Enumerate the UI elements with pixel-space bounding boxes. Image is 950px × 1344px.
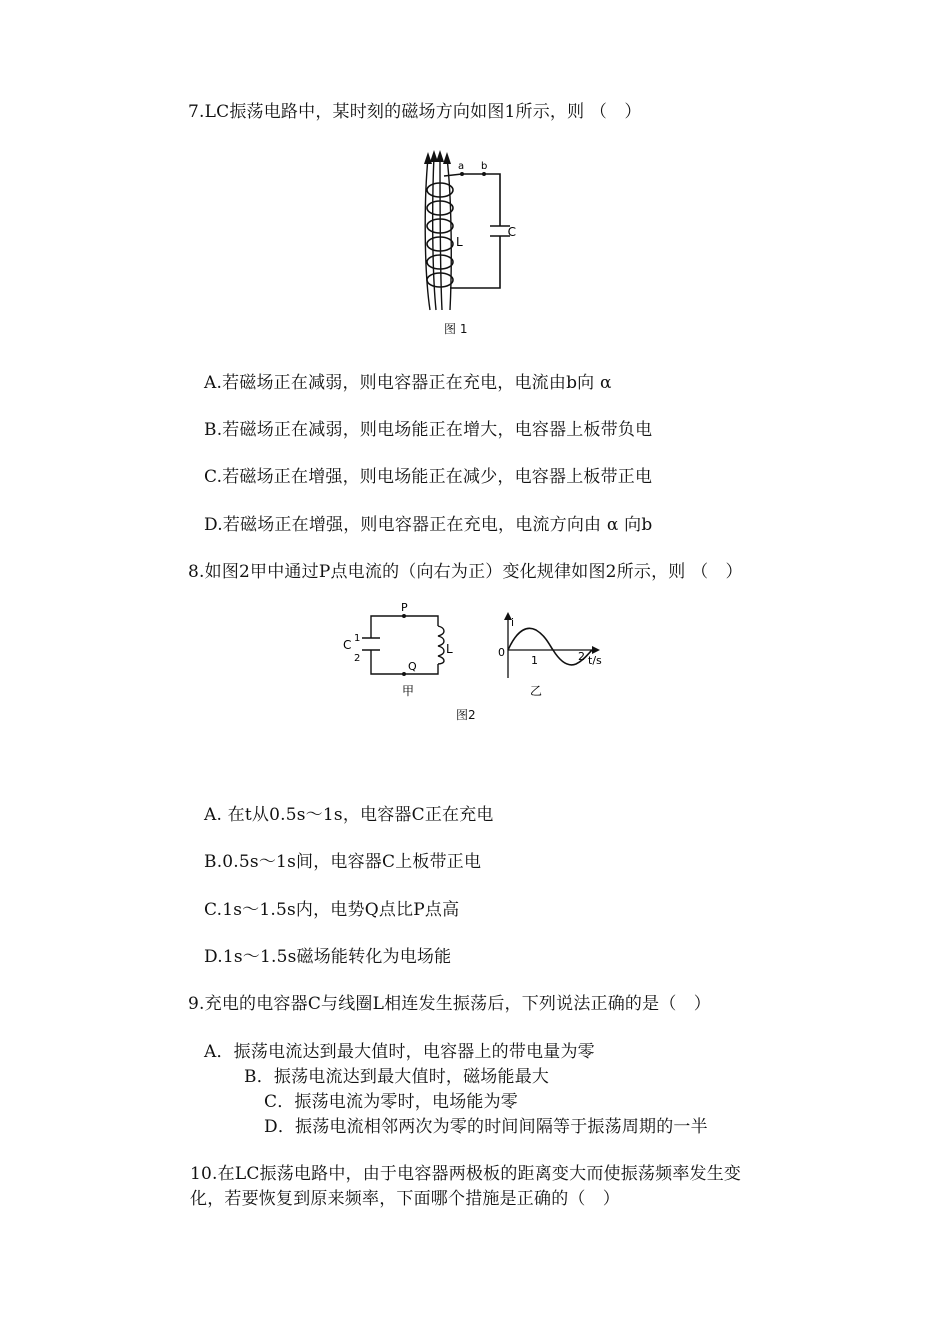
q7-stem: 7.LC振荡电路中，某时刻的磁场方向如图1所示，则 （ ） (188, 102, 642, 122)
tick-1: 1 (531, 654, 538, 667)
q7-option-d: D.若磁场正在增强，则电容器正在充电，电流方向由 α 向b (204, 515, 653, 535)
q7-option-a: A.若磁场正在减弱，则电容器正在充电，电流由b向 α (204, 373, 612, 393)
q8-option-c: C.1s～1.5s内，电势Q点比P点高 (204, 900, 460, 920)
q7-option-c: C.若磁场正在增强，则电场能正在减少，电容器上板带正电 (204, 467, 653, 487)
label-L: L (456, 235, 463, 249)
circuit-label-C: C (343, 638, 352, 652)
figure-2-caption: 图2 (456, 708, 476, 722)
label-P: P (401, 601, 408, 614)
q8-option-a: A. 在t从0.5s～1s，电容器C正在充电 (204, 805, 494, 825)
axis-t: t/s (588, 654, 602, 667)
figure-2-graph (508, 616, 596, 678)
q8-option-b: B.0.5s～1s间，电容器C上板带正电 (204, 852, 482, 872)
axis-i: i (511, 616, 515, 629)
graph-caption: 乙 (530, 684, 543, 698)
figure-1-caption: 图 1 (444, 322, 468, 336)
q9-option-b: B．振荡电流达到最大值时，磁场能最大 (244, 1067, 550, 1087)
q9-option-d: D．振荡电流相邻两次为零的时间间隔等于振荡周期的一半 (264, 1117, 708, 1137)
label-a: a (458, 161, 465, 172)
plate-2: 2 (354, 653, 361, 664)
q8-stem: 8.如图2甲中通过P点电流的（向右为正）变化规律如图2所示，则 （ ） (188, 562, 743, 582)
q8-option-d: D.1s～1.5s磁场能转化为电场能 (204, 947, 452, 967)
q7-option-b: B.若磁场正在减弱，则电场能正在增大，电容器上板带负电 (204, 420, 653, 440)
circuit-caption: 甲 (402, 684, 415, 698)
label-Q: Q (408, 660, 417, 673)
q9-option-a: A．振荡电流达到最大值时，电容器上的带电量为零 (204, 1042, 595, 1062)
label-C: C (507, 225, 516, 239)
figure-2 (338, 598, 628, 708)
figure-1-coil-circuit (410, 150, 520, 340)
plate-1: 1 (354, 633, 361, 644)
q10-stem-line2: 化，若要恢复到原来频率，下面哪个措施是正确的（ ） (190, 1189, 620, 1209)
q10-stem-line1: 10.在LC振荡电路中，由于电容器两极板的距离变大而使振荡频率发生变 (190, 1164, 742, 1184)
origin: 0 (498, 646, 505, 659)
label-b: b (481, 161, 488, 172)
circuit-label-L: L (446, 642, 453, 656)
q9-stem: 9.充电的电容器C与线圈L相连发生振荡后，下列说法正确的是（ ） (188, 994, 711, 1014)
figure-2-circuit (362, 616, 444, 674)
tick-2: 2 (578, 650, 585, 663)
q9-option-c: C．振荡电流为零时，电场能为零 (264, 1092, 519, 1112)
